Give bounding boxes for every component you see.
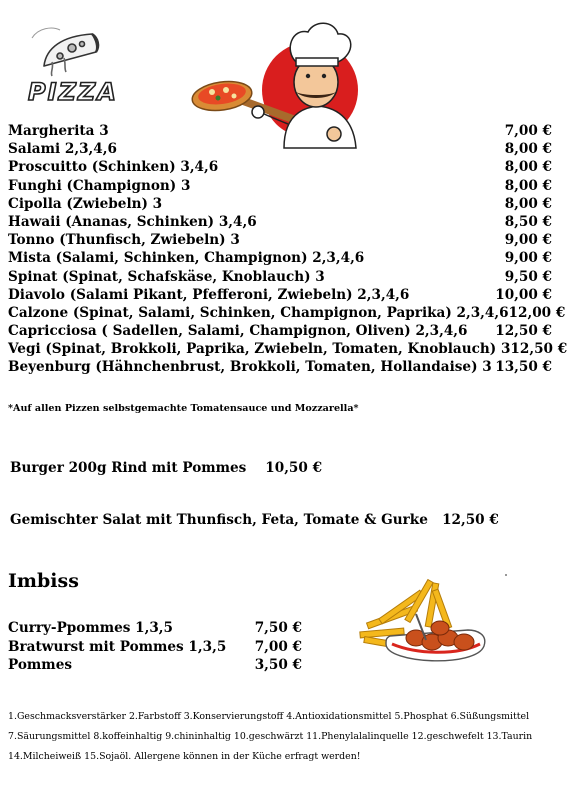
item-price: 12,00 €: [508, 304, 566, 321]
salad-item: [10, 512, 499, 528]
pizza-row: [8, 249, 554, 267]
item-name: Diavolo (Salami Pikant, Pfefferoni, Zwiebeln) 2,3,4,6: [8, 286, 410, 303]
item-price: 8,50 €: [504, 213, 552, 230]
pizza-row: [8, 177, 554, 195]
item-name: Beyenburg (Hähnchenbrust, Brokkoli, Tomaten, Hollandaise) 3: [8, 359, 492, 376]
item-price: 9,00 €: [504, 250, 552, 267]
item-name: Hawaii (Ananas, Schinken) 3,4,6: [8, 213, 257, 230]
item-price: 9,00 €: [504, 232, 552, 249]
item-price: 12,50 €: [510, 341, 568, 358]
item-price: 3,50 €: [254, 657, 302, 673]
imbiss-row: [8, 656, 304, 675]
burger-item: [10, 460, 322, 476]
item-price: 7,50 €: [254, 620, 302, 636]
item-price: 8,00 €: [504, 195, 552, 212]
item-price: 13,50 €: [495, 359, 552, 376]
item-name: Pommes: [8, 657, 72, 673]
pizza-row: [8, 340, 568, 358]
pizza-row: [8, 213, 554, 231]
pizza-note: *Auf allen Pizzen selbstgemachte Tomatensauce und Mozzarella*: [8, 403, 359, 414]
item-name: Tonno (Thunfisch, Zwiebeln) 3: [8, 232, 240, 249]
item-price: 12,50 €: [495, 323, 552, 340]
pizza-row: [8, 140, 554, 158]
item-name: Funghi (Champignon) 3: [8, 177, 191, 194]
item-price: 9,50 €: [504, 268, 552, 285]
item-name: Spinat (Spinat, Schafskäse, Knoblauch) 3: [8, 268, 325, 285]
item-price: 7,00 €: [254, 638, 302, 655]
logo-text: PIZZA: [28, 78, 118, 106]
footnote-line: 1.Geschmacksverstärker 2.Farbstoff 3.Konservierungstoff 4.Antioxidationsmittel 5.Phosphat 6.Süßungsmittel: [8, 711, 530, 722]
item-name: Curry-Ppommes 1,3,5: [8, 620, 174, 636]
item-price: 10,00 €: [495, 286, 552, 303]
item-name: Capricciosa ( Sadellen, Salami, Champignon, Oliven) 2,3,4,6: [8, 323, 468, 340]
item-name: Cipolla (Zwiebeln) 3: [8, 195, 163, 212]
stray-dot: [505, 574, 507, 576]
item-price: 8,00 €: [504, 159, 552, 176]
pizza-row: [8, 322, 554, 340]
pizza-slice-icon: [32, 28, 98, 76]
item-price: 8,00 €: [504, 177, 552, 194]
imbiss-menu: [8, 619, 304, 675]
footnote-line: 7.Säurungsmittel 8.koffeinhaltig 9.chininhaltig 10.geschwärzt 11.Phenylalalinquelle 12.geschwefelt 13.Taurin: [8, 731, 533, 742]
imbiss-row: [8, 619, 304, 638]
pizza-row: [8, 122, 554, 140]
item-price: 8,00 €: [504, 141, 552, 158]
pizza-row: [8, 268, 554, 286]
burger-name: Burger 200g Rind mit Pommes: [10, 460, 247, 476]
pizza-row: [8, 158, 554, 176]
item-name: Margherita 3: [8, 123, 109, 139]
imbiss-title: Imbiss: [8, 570, 79, 592]
item-price: 7,00 €: [504, 123, 552, 139]
item-name: Mista (Salami, Schinken, Champignon) 2,3,4,6: [8, 250, 365, 267]
pizza-row: [8, 304, 566, 322]
item-name: Vegi (Spinat, Brokkoli, Paprika, Zwiebeln, Tomaten, Knoblauch) 3: [8, 341, 511, 358]
salad-name: Gemischter Salat mit Thunfisch, Feta, Tomate & Gurke: [10, 512, 428, 528]
item-name: Proscuitto (Schinken) 3,4,6: [8, 159, 219, 176]
currywurst-fries-icon: [356, 584, 490, 676]
pizza-row: [8, 358, 554, 376]
item-name: Calzone (Spinat, Salami, Schinken, Champignon, Paprika) 2,3,4,6: [8, 304, 509, 321]
pizza-menu: [8, 122, 568, 377]
burger-price: 10,50 €: [265, 460, 323, 476]
item-name: Bratwurst mit Pommes 1,3,5: [8, 638, 227, 655]
footnote-line: 14.Milcheiweiß 15.Sojaöl. Allergene können in der Küche erfragt werden!: [8, 751, 361, 762]
pizza-row: [8, 286, 554, 304]
pizza-row: [8, 195, 554, 213]
allergen-footnotes: [8, 707, 554, 767]
pizza-row: [8, 231, 554, 249]
salad-price: 12,50 €: [442, 512, 499, 528]
pizza-logo: [22, 18, 122, 106]
imbiss-row: [8, 638, 304, 657]
item-name: Salami 2,3,4,6: [8, 141, 117, 158]
